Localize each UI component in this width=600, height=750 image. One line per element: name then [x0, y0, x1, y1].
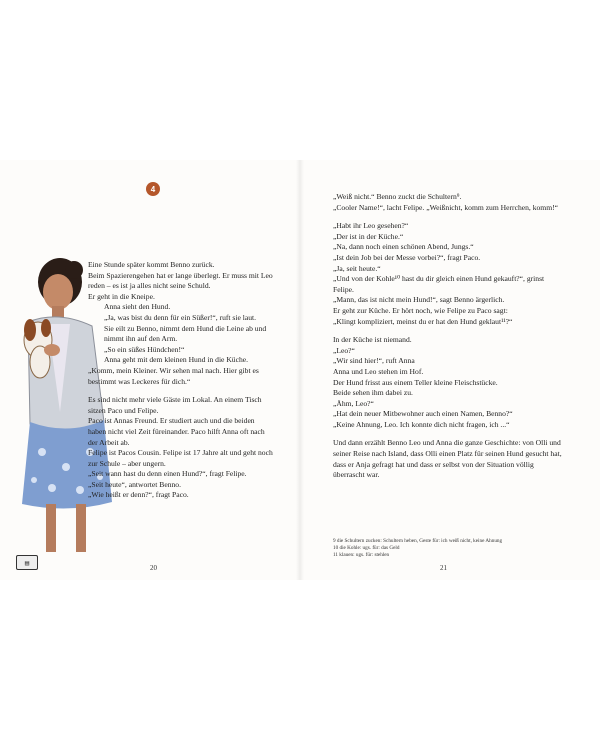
text-line: Er geht zur Küche. Er hört noch, wie Felipe zu Paco sagt: — [333, 305, 508, 315]
text-line: „Ja, seit heute.“ — [333, 263, 381, 273]
footnote: 10 die Kohle: ugs. für: das Geld — [333, 545, 400, 551]
text-line: „Klingt kompliziert, meinst du er hat den Hund geklaut¹¹?“ — [333, 316, 513, 326]
text-line: „Der ist in der Küche.“ — [333, 231, 404, 241]
paragraph-gap — [333, 430, 565, 438]
text-line: „Na, dann noch einen schönen Abend, Jungs.“ — [333, 242, 474, 252]
text-line: Und dann erzählt Benno Leo und Anna die ganze Geschichte: von Olli und seiner Reise nach Island, dass Olli einen Platz für seinen Hund gesucht hat, dass er Anja gefragt hat und dass er selbst von der Situation völlig überrascht war. — [333, 438, 562, 480]
text-line: Eine Stunde später kommt Benno zurück. — [88, 260, 215, 269]
text-line: „Wie heißt er denn?“, fragt Paco. — [88, 490, 189, 500]
text-line: Es sind nicht mehr viele Gäste im Lokal. An einem Tisch sitzen Paco und Felipe. — [88, 395, 262, 415]
right-page — [300, 160, 600, 580]
footnotes — [333, 538, 565, 559]
text-line: „Seit heute“, antwortet Benno. — [88, 479, 181, 489]
text-line: Felipe ist Pacos Cousin. Felipe ist 17 Jahre alt und geht noch zur Schule – aber ungern. — [88, 448, 273, 468]
text-line: In der Küche ist niemand. — [333, 335, 412, 345]
text-line: „Und von der Kohle¹⁰ hast du dir gleich einen Hund gekauft?“, grinst Felipe. — [333, 274, 545, 294]
left-page — [0, 160, 300, 580]
text-line: „Keine Ahnung, Leo. Ich konnte dich nicht fragen, ich ...“ — [333, 419, 510, 429]
text-line: Er geht in die Kneipe. — [88, 291, 155, 301]
text-line: „Weiß nicht.“ Benno zuckt die Schultern⁹. — [333, 192, 462, 201]
right-page-number: 21 — [440, 564, 447, 572]
text-line: „Ja, was bist du denn für ein Süßer!“, ruft sie laut. — [104, 312, 257, 322]
chapter-number-badge: 4 — [146, 182, 160, 196]
left-page-text — [88, 260, 273, 501]
paragraph-gap — [333, 327, 565, 335]
left-page-number: 20 — [150, 564, 157, 572]
text-line: „Mann, das ist nicht mein Hund!“, sagt Benno ärgerlich. — [333, 295, 505, 305]
right-page-text — [333, 192, 565, 481]
text-line: Beim Spazierengehen hat er lange überlegt. Er muss mit Leo reden – es ist ja alles nicht seine Schuld. — [88, 270, 273, 291]
text-line: „So ein süßes Hündchen!“ — [104, 344, 185, 354]
text-line: Sie eilt zu Benno, nimmt dem Hund die Leine ab und nimmt ihn auf den Arm. — [104, 323, 267, 344]
text-line: „Komm, mein Kleiner. Wir sehen mal nach. Hier gibt es bestimmt was Leckeres für dich.“ — [88, 365, 259, 386]
paragraph-gap — [88, 387, 273, 395]
footnote: 9 die Schultern zucken: Schultern heben, Geste für: ich weiß nicht, keine Ahnung — [333, 538, 503, 544]
text-line: „Habt ihr Leo gesehen?“ — [333, 221, 409, 231]
text-line: Paco ist Annas Freund. Er studiert auch und die beiden haben nicht viel Zeit füreinander. Paco hilft Anna oft nach der Arbeit ab. — [88, 416, 265, 447]
text-line: „Hat dein neuer Mitbewohner auch einen Namen, Benno?“ — [333, 409, 513, 419]
text-line: „Cooler Name!“, lacht Felipe. „Weißnicht, komm zum Herrchen, komm!“ — [333, 202, 559, 212]
text-line: Anna sieht den Hund. — [104, 302, 171, 312]
text-line: Anna geht mit dem kleinen Hund in die Küche. — [104, 355, 249, 365]
text-line: Beide sehen ihm dabei zu. — [333, 388, 413, 398]
book-icon[interactable]: ▤ — [16, 555, 38, 570]
footnote: 11 klauen: ugs. für: stehlen — [333, 552, 390, 558]
text-line: „Wir sind hier!“, ruft Anna — [333, 356, 415, 366]
text-line: Anna und Leo stehen im Hof. — [333, 366, 424, 376]
text-line: Der Hund frisst aus einem Teller kleine Fleischstücke. — [333, 377, 498, 387]
text-line: „Seit wann hast du denn einen Hund?“, fragt Felipe. — [88, 469, 247, 479]
paragraph-gap — [333, 213, 565, 221]
text-line: „Leo?“ — [333, 345, 355, 355]
text-line: „Ähm, Leo?“ — [333, 398, 374, 408]
book-spread — [0, 160, 600, 580]
text-line: „Ist dein Job bei der Messe vorbei?“, fragt Paco. — [333, 252, 481, 262]
